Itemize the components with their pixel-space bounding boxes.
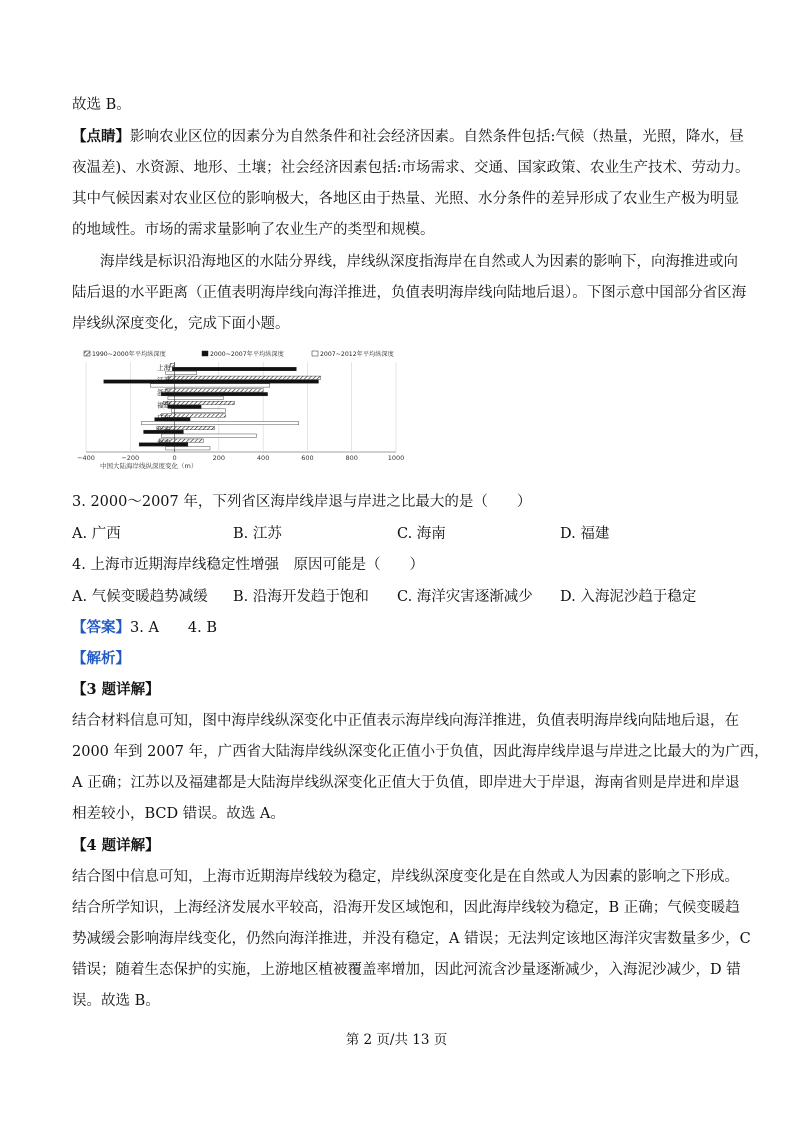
bar [175, 439, 204, 442]
answer-text: 3. A 4. B [130, 620, 218, 636]
bar [170, 364, 174, 367]
x-tick-label: 400 [256, 454, 270, 462]
bar [175, 384, 270, 387]
analysis-tag: 【解析】 [72, 650, 130, 667]
answer-line [72, 618, 217, 638]
category-label: 福建 [156, 401, 171, 410]
question-3: 3. 2000～2007 年，下列省区海岸线岸退与岸进之比最大的是（ ） [72, 494, 532, 510]
x-tick-labels [77, 454, 404, 462]
bar [175, 405, 202, 408]
bar [175, 426, 215, 429]
bar [175, 430, 184, 433]
bar [175, 376, 321, 379]
q4-option-a[interactable]: A. 气候变暖趋势减缓 [72, 589, 208, 605]
bar [175, 447, 210, 450]
text-line: 错误；随着生态保护的实施，上游地区植被覆盖率增加，因此河流含沙量逐渐减少，入海泥沙减少，D 错 [72, 962, 741, 978]
coastline-bar-chart [72, 348, 417, 470]
q4-option-d[interactable]: D. 入海泥沙趋于稳定 [560, 589, 697, 605]
text-line: 结合材料信息可知，图中海岸线纵深变化中正值表示海岸线向海洋推进，负值表明海岸线向陆地后退，在 [72, 713, 739, 729]
legend-label: 2007~2012年平均纵深度 [320, 351, 394, 358]
category-label: 海南 [156, 439, 171, 448]
legend-swatch [202, 351, 208, 356]
bar [175, 443, 188, 446]
x-tick-label: 600 [301, 454, 314, 462]
bar [175, 367, 297, 370]
category-label: 江苏 [156, 376, 171, 385]
bar [171, 409, 174, 412]
category-label: 上海 [156, 363, 171, 372]
detail-4-tag: 【4 题详解】 [72, 837, 160, 854]
text-line: 2000 年到 2007 年，广西省大陆海岸线纵深变化正值小于负值，因此海岸线岸退与岸进之比最大的为广西， [72, 744, 769, 760]
x-tick-label: −200 [121, 454, 140, 462]
q4-option-c[interactable]: C. 海洋灾害逐渐减少 [397, 589, 533, 605]
legend-swatch [84, 351, 90, 356]
x-tick-label: 1000 [387, 454, 405, 462]
bar [175, 389, 264, 392]
bar [172, 367, 174, 370]
bar [175, 434, 257, 437]
category-label: 浙江 [156, 389, 171, 398]
text-line: 的地域性。市场的需求量影响了农业生产的类型和规模。 [72, 222, 435, 238]
x-tick-label: 0 [172, 454, 177, 462]
text-line: 误。故选 B。 [72, 993, 160, 1009]
bar [175, 414, 226, 417]
bar [175, 380, 319, 383]
category-label: 广东 [156, 414, 171, 423]
legend-label: 2000~2007年平均纵深度 [210, 351, 284, 358]
x-axis-label: 中国大陆海岸线纵深度变化（m） [100, 462, 198, 470]
bar [175, 409, 226, 412]
page-footer: 第 2 页/共 13 页 [345, 1032, 448, 1048]
text-line: A 正确；江苏以及福建都是大陆海岸线纵深变化正值大于负值，即岸进大于岸退，海南省则是岸进和岸退 [72, 775, 740, 791]
q3-option-b[interactable]: B. 江苏 [233, 526, 282, 542]
chart-bars [104, 364, 321, 450]
legend-swatch [312, 351, 318, 356]
x-tick-label: 200 [212, 454, 226, 462]
section-tag: 【点睛】 [72, 128, 130, 145]
q3-option-d[interactable]: D. 福建 [560, 526, 610, 542]
x-tick-label: 800 [345, 454, 358, 462]
text-line: 海岸线是标识沿海地区的水陆分界线，岸线纵深度指海岸在自然或人为因素的影响下，向海推进或向 [100, 254, 738, 270]
bar [175, 418, 191, 421]
text-line: 夜温差)、水资源、地形、土壤；社会经济因素包括:市场需求、交通、国家政策、农业生产技术、劳动力。 [72, 160, 750, 176]
chart-legend [84, 350, 394, 358]
q3-option-a[interactable]: A. 广西 [72, 526, 121, 542]
text-line: 岸线纵深度变化，完成下面小题。 [72, 316, 290, 332]
text-line: 故选 B。 [72, 97, 131, 113]
text-line: 陆后退的水平距离（正值表明海岸线向海洋推进，负值表明海岸线向陆地后退）。下图示意中国部分省区海 [72, 285, 747, 301]
detail-3-tag: 【3 题详解】 [72, 681, 160, 698]
text-line: 结合所学知识，上海经济发展水平较高，沿海开发区域饱和，因此海岸线较为稳定，B 正确；气候变暖趋 [72, 900, 740, 916]
bar [175, 421, 299, 424]
bar [175, 401, 235, 404]
category-labels [157, 363, 171, 447]
bar [175, 371, 197, 374]
text-line: 相差较小，BCD 错误。故选 A。 [72, 806, 285, 822]
text-line [72, 127, 744, 147]
answer-tag: 【答案】 [72, 619, 130, 636]
text-span: 影响农业区位的因素分为自然条件和社会经济因素。自然条件包括:气候（热量，光照，降水，昼 [130, 129, 744, 145]
x-tick-label: −400 [77, 454, 95, 462]
category-label: 广西 [156, 426, 171, 435]
bar [175, 392, 268, 395]
bar [175, 396, 224, 399]
text-line: 结合图中信息可知，上海市近期海岸线较为稳定，岸线纵深度变化是在自然或人为因素的影响之下形成。 [72, 869, 739, 885]
chart-grid [86, 362, 396, 452]
q3-option-c[interactable]: C. 海南 [397, 526, 446, 542]
text-line: 其中气候因素对农业区位的影响极大，各地区由于热量、光照、水分条件的差异形成了农业生产极为明显 [72, 191, 739, 207]
question-4: 4. 上海市近期海岸线稳定性增强 原因可能是（ ） [72, 557, 424, 573]
text-line: 势减缓会影响海岸线变化，仍然向海洋推进，并没有稳定，A 错误；无法判定该地区海洋灾害数量多少，C [72, 931, 751, 947]
legend-label: 1990~2000年平均纵深度 [92, 351, 166, 358]
q4-option-b[interactable]: B. 沿海开发趋于饱和 [233, 589, 369, 605]
